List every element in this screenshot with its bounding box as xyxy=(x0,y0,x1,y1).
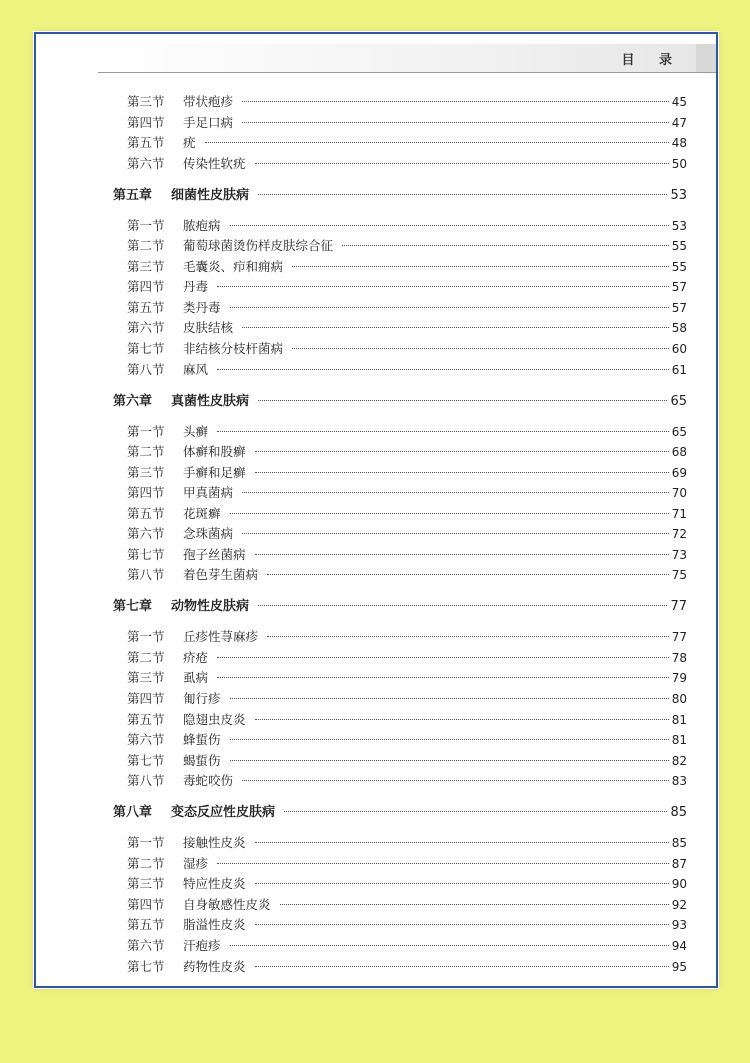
toc-entry-number: 第八节 xyxy=(127,361,165,377)
toc-entry-title: 汗疱疹 xyxy=(183,937,221,953)
toc-entry-title: 毛囊炎、疖和痈病 xyxy=(183,258,284,274)
toc-dot-leader xyxy=(255,472,669,473)
toc-page-number: 82 xyxy=(671,753,687,768)
toc-entry-number: 第三节 xyxy=(127,464,165,480)
toc-section-row[interactable] xyxy=(127,772,687,790)
table-of-contents xyxy=(36,34,716,986)
toc-entry-title: 细菌性皮肤病 xyxy=(171,187,250,203)
toc-page-number: 45 xyxy=(671,95,687,109)
toc-dot-leader xyxy=(217,369,669,370)
toc-entry-title: 接触性皮炎 xyxy=(183,835,246,851)
toc-section-row[interactable] xyxy=(127,340,687,358)
toc-section-row[interactable] xyxy=(127,855,687,873)
toc-section-row[interactable] xyxy=(127,93,687,111)
toc-page-number: 65 xyxy=(670,393,687,409)
toc-section-row[interactable] xyxy=(127,628,687,646)
toc-entry-number: 第五节 xyxy=(127,917,165,933)
toc-entry-number: 第五章 xyxy=(113,187,153,203)
toc-entry-title: 手癣和足癣 xyxy=(183,464,246,480)
header-title: 目 录 xyxy=(621,53,682,68)
toc-page-number: 73 xyxy=(671,547,687,562)
toc-entry-number: 第二节 xyxy=(127,649,165,665)
toc-section-row[interactable] xyxy=(127,546,687,564)
toc-entry-number: 第四节 xyxy=(127,485,165,501)
toc-section-row[interactable] xyxy=(127,834,687,852)
toc-page-number: 77 xyxy=(671,630,687,645)
toc-dot-leader xyxy=(255,719,669,720)
toc-entry-title: 特应性皮炎 xyxy=(183,876,246,892)
toc-page-number: 93 xyxy=(671,918,687,933)
toc-section-row[interactable] xyxy=(127,916,687,934)
toc-section-row[interactable] xyxy=(127,237,687,255)
toc-chapter-row[interactable] xyxy=(113,803,687,823)
toc-dot-leader xyxy=(342,245,669,246)
toc-page-number: 57 xyxy=(671,280,687,295)
toc-page-number: 61 xyxy=(671,362,687,377)
toc-entry-number: 第六节 xyxy=(127,732,165,748)
toc-dot-leader xyxy=(255,163,669,164)
toc-entry-title: 麻风 xyxy=(183,361,209,377)
toc-dot-leader xyxy=(230,307,669,308)
toc-page-number: 83 xyxy=(671,774,687,789)
toc-entry-number: 第四节 xyxy=(127,896,165,912)
toc-entry-title: 蜂蜇伤 xyxy=(183,732,221,748)
toc-dot-leader xyxy=(280,904,669,905)
toc-dot-leader xyxy=(292,348,669,349)
toc-page-number: 58 xyxy=(671,321,687,336)
toc-chapter-row[interactable] xyxy=(113,186,687,206)
toc-section-row[interactable] xyxy=(127,525,687,543)
toc-entry-title: 毒蛇咬伤 xyxy=(183,773,234,789)
toc-entry-number: 第五节 xyxy=(127,135,165,151)
toc-page-number: 47 xyxy=(671,115,687,130)
toc-entry-title: 动物性皮肤病 xyxy=(171,599,250,615)
toc-entry-number: 第七章 xyxy=(113,599,153,615)
toc-page-number: 70 xyxy=(671,486,687,501)
toc-entry-title: 手足口病 xyxy=(183,114,234,130)
toc-entry-title: 虱病 xyxy=(183,670,209,686)
toc-dot-leader xyxy=(230,513,669,514)
toc-page-number: 68 xyxy=(671,445,687,460)
toc-entry-number: 第三节 xyxy=(127,94,165,109)
toc-dot-leader xyxy=(242,122,669,123)
toc-entry-title: 隐翅虫皮炎 xyxy=(183,711,246,727)
toc-dot-leader xyxy=(255,883,669,884)
toc-dot-leader xyxy=(255,451,669,452)
toc-dot-leader xyxy=(205,142,669,143)
toc-section-row[interactable] xyxy=(127,217,687,235)
toc-dot-leader xyxy=(258,605,667,606)
toc-section-row[interactable] xyxy=(127,711,687,729)
toc-entry-title: 非结核分枝杆菌病 xyxy=(183,340,284,356)
toc-entry-title: 丹毒 xyxy=(183,279,209,295)
toc-entry-number: 第八节 xyxy=(127,773,165,789)
toc-entry-number: 第六节 xyxy=(127,526,165,542)
toc-entry-number: 第一节 xyxy=(127,423,165,439)
toc-page-number: 85 xyxy=(671,836,687,851)
toc-entry-number: 第八章 xyxy=(113,805,153,821)
toc-entry-title: 头癣 xyxy=(183,423,209,439)
toc-entry-title: 花斑癣 xyxy=(183,505,221,521)
toc-entry-title: 念珠菌病 xyxy=(183,526,234,542)
toc-entry-title: 变态反应性皮肤病 xyxy=(171,805,276,821)
toc-section-row[interactable] xyxy=(127,464,687,482)
toc-dot-leader xyxy=(255,924,669,925)
toc-page-number: 85 xyxy=(670,805,687,821)
toc-section-row[interactable] xyxy=(127,649,687,667)
toc-section-row[interactable] xyxy=(127,690,687,708)
toc-entry-title: 类丹毒 xyxy=(183,299,221,315)
toc-entry-title: 甲真菌病 xyxy=(183,485,234,501)
toc-dot-leader xyxy=(255,966,669,967)
toc-page-number: 80 xyxy=(671,692,687,706)
toc-entry-number: 第五节 xyxy=(127,299,165,315)
toc-dot-leader xyxy=(217,677,669,678)
toc-entry-number: 第三节 xyxy=(127,258,165,274)
toc-entry-title: 孢子丝菌病 xyxy=(183,546,246,562)
toc-entry-number: 第二节 xyxy=(127,238,165,254)
toc-entry-number: 第七节 xyxy=(127,546,165,562)
toc-section-row[interactable] xyxy=(127,752,687,770)
toc-page-number: 72 xyxy=(671,527,687,542)
toc-entry-title: 丘疹性荨麻疹 xyxy=(183,629,259,645)
toc-page-number: 95 xyxy=(671,959,687,974)
toc-dot-leader xyxy=(292,266,669,267)
toc-dot-leader xyxy=(242,101,669,102)
toc-entry-number: 第五节 xyxy=(127,505,165,521)
toc-section-row[interactable] xyxy=(127,484,687,502)
toc-dot-leader xyxy=(230,225,669,226)
toc-entry-title: 着色芽生菌病 xyxy=(183,567,259,583)
toc-section-row[interactable] xyxy=(127,958,687,976)
toc-chapter-row[interactable] xyxy=(113,392,687,412)
toc-page-number: 79 xyxy=(671,671,687,686)
toc-entry-number: 第一节 xyxy=(127,835,165,851)
toc-entry-number: 第四节 xyxy=(127,279,165,295)
toc-page-number: 90 xyxy=(671,877,687,892)
toc-entry-number: 第二节 xyxy=(127,444,165,460)
toc-page-number: 92 xyxy=(671,897,687,912)
toc-page-number: 55 xyxy=(671,259,687,274)
page-frame xyxy=(34,32,718,988)
toc-entry-number: 第二节 xyxy=(127,855,165,871)
toc-entry-title: 葡萄球菌烫伤样皮肤综合征 xyxy=(183,238,334,254)
toc-page-number: 50 xyxy=(671,156,687,171)
toc-entry-title: 自身敏感性皮炎 xyxy=(183,896,271,912)
toc-entry-number: 第八节 xyxy=(127,567,165,583)
toc-section-row[interactable] xyxy=(127,937,687,955)
toc-section-row[interactable] xyxy=(127,299,687,317)
toc-entry-title: 药物性皮炎 xyxy=(183,958,246,974)
toc-entry-number: 第四节 xyxy=(127,114,165,130)
toc-section-row[interactable] xyxy=(127,258,687,276)
toc-section-row[interactable] xyxy=(127,423,687,441)
toc-section-row[interactable] xyxy=(127,505,687,523)
toc-page-number: 53 xyxy=(670,187,687,203)
toc-section-row[interactable] xyxy=(127,896,687,914)
toc-entry-number: 第五节 xyxy=(127,711,165,727)
toc-dot-leader xyxy=(284,811,667,812)
toc-entry-number: 第六节 xyxy=(127,937,165,953)
toc-dot-leader xyxy=(258,400,667,401)
toc-page-number: 48 xyxy=(671,136,687,151)
toc-section-row[interactable] xyxy=(127,731,687,749)
toc-entry-title: 蝎蜇伤 xyxy=(183,752,221,768)
toc-dot-leader xyxy=(217,286,669,287)
toc-page-number: 69 xyxy=(671,465,687,480)
toc-entry-title: 脓疱病 xyxy=(183,217,221,233)
toc-entry-number: 第七节 xyxy=(127,752,165,768)
toc-entry-title: 脂溢性皮炎 xyxy=(183,917,246,933)
toc-entry-number: 第三节 xyxy=(127,670,165,686)
toc-entry-title: 皮肤结核 xyxy=(183,320,234,336)
toc-entry-number: 第六章 xyxy=(113,393,153,409)
toc-section-row[interactable] xyxy=(127,443,687,461)
toc-section-row[interactable] xyxy=(127,278,687,296)
toc-page-number: 60 xyxy=(671,341,687,356)
toc-entry-number: 第三节 xyxy=(127,876,165,892)
toc-dot-leader xyxy=(230,945,669,946)
toc-dot-leader xyxy=(230,760,669,761)
toc-entry-number: 第一节 xyxy=(127,629,165,645)
toc-section-row[interactable] xyxy=(127,114,687,132)
toc-dot-leader xyxy=(230,698,669,699)
toc-page-number: 81 xyxy=(671,712,687,727)
toc-page-number: 53 xyxy=(671,218,687,233)
toc-dot-leader xyxy=(242,780,669,781)
toc-entry-title: 湿疹 xyxy=(183,855,209,871)
toc-dot-leader xyxy=(217,431,669,432)
toc-entry-title: 体癣和股癣 xyxy=(183,444,246,460)
toc-dot-leader xyxy=(267,574,669,575)
toc-page-number: 71 xyxy=(671,506,687,521)
toc-section-row[interactable] xyxy=(127,134,687,152)
toc-chapter-row[interactable] xyxy=(113,597,687,617)
toc-page-number: 55 xyxy=(671,239,687,254)
toc-page-number: 94 xyxy=(671,938,687,953)
toc-entry-number: 第四节 xyxy=(127,691,165,706)
toc-dot-leader xyxy=(217,863,669,864)
toc-section-row[interactable] xyxy=(127,669,687,687)
toc-entry-title: 疥疮 xyxy=(183,649,209,665)
toc-entry-number: 第六节 xyxy=(127,320,165,336)
toc-entry-title: 匍行疹 xyxy=(183,691,221,706)
toc-dot-leader xyxy=(217,657,669,658)
toc-dot-leader xyxy=(267,636,669,637)
toc-entry-title: 疣 xyxy=(183,135,196,151)
toc-dot-leader xyxy=(242,327,669,328)
toc-dot-leader xyxy=(255,554,669,555)
toc-dot-leader xyxy=(242,533,669,534)
toc-entry-title: 传染性软疣 xyxy=(183,155,246,171)
toc-entry-number: 第一节 xyxy=(127,217,165,233)
toc-page-number: 75 xyxy=(671,568,687,583)
toc-section-row[interactable] xyxy=(127,361,687,379)
toc-page-number: 77 xyxy=(670,599,687,615)
toc-section-row[interactable] xyxy=(127,875,687,893)
toc-entry-title: 真菌性皮肤病 xyxy=(171,393,250,409)
toc-page-number: 81 xyxy=(671,733,687,748)
toc-page-number: 57 xyxy=(671,300,687,315)
toc-page-number: 87 xyxy=(671,856,687,871)
toc-section-row[interactable] xyxy=(127,155,687,173)
toc-dot-leader xyxy=(242,492,669,493)
toc-dot-leader xyxy=(258,194,667,195)
toc-dot-leader xyxy=(255,842,669,843)
toc-entry-number: 第七节 xyxy=(127,958,165,974)
toc-dot-leader xyxy=(230,739,669,740)
toc-page-number: 65 xyxy=(671,424,687,439)
toc-page-number: 78 xyxy=(671,650,687,665)
toc-entry-title: 带状疱疹 xyxy=(183,94,234,109)
toc-entry-number: 第七节 xyxy=(127,340,165,356)
toc-entry-number: 第六节 xyxy=(127,155,165,171)
toc-section-row[interactable] xyxy=(127,319,687,337)
toc-section-row[interactable] xyxy=(127,566,687,584)
